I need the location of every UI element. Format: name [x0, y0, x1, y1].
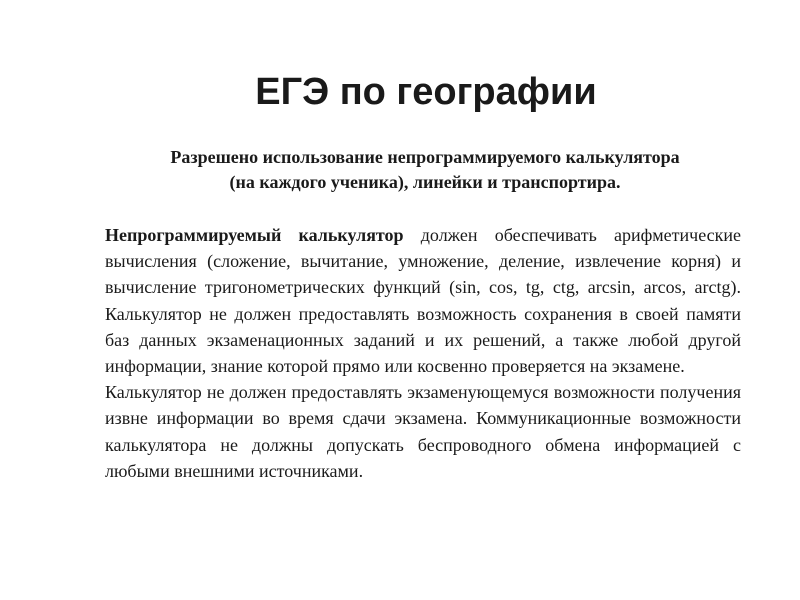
requirements-part-2: Калькулятор не должен предоставлять экзаменующемуся возможности получения извне информации во время сдачи экзамена. Коммуникационные возможности калькулятора не должны допускать беспроводного обмена информацией с любыми внешними источниками.: [105, 382, 741, 481]
permitted-line-1: Разрешено использование непрограммируемого калькулятора: [170, 147, 680, 167]
calculator-term: Непрограммируемый калькулятор: [105, 225, 404, 245]
requirements-text-1: должен обеспечивать арифметические вычисления (сложение, вычитание, умножение, деление, извлечение корня) и вычисление тригонометрических функций (sin, cos, tg, ctg, arcsin, arcos, arctg). Калькулятор не должен предоставлять возможность сохранения в своей памяти баз данных экзаменационных заданий и их решений, а также любой другой информации, знание которой прямо или косвенно проверяется на экзамене.: [105, 225, 741, 377]
permitted-items-note: [100, 145, 750, 195]
requirements-part-1: [105, 222, 741, 379]
calculator-requirements-paragraph: [105, 222, 741, 484]
permitted-line-2: (на каждого ученика), линейки и транспортира.: [229, 172, 621, 192]
slide-title: ЕГЭ по географии: [255, 71, 597, 113]
